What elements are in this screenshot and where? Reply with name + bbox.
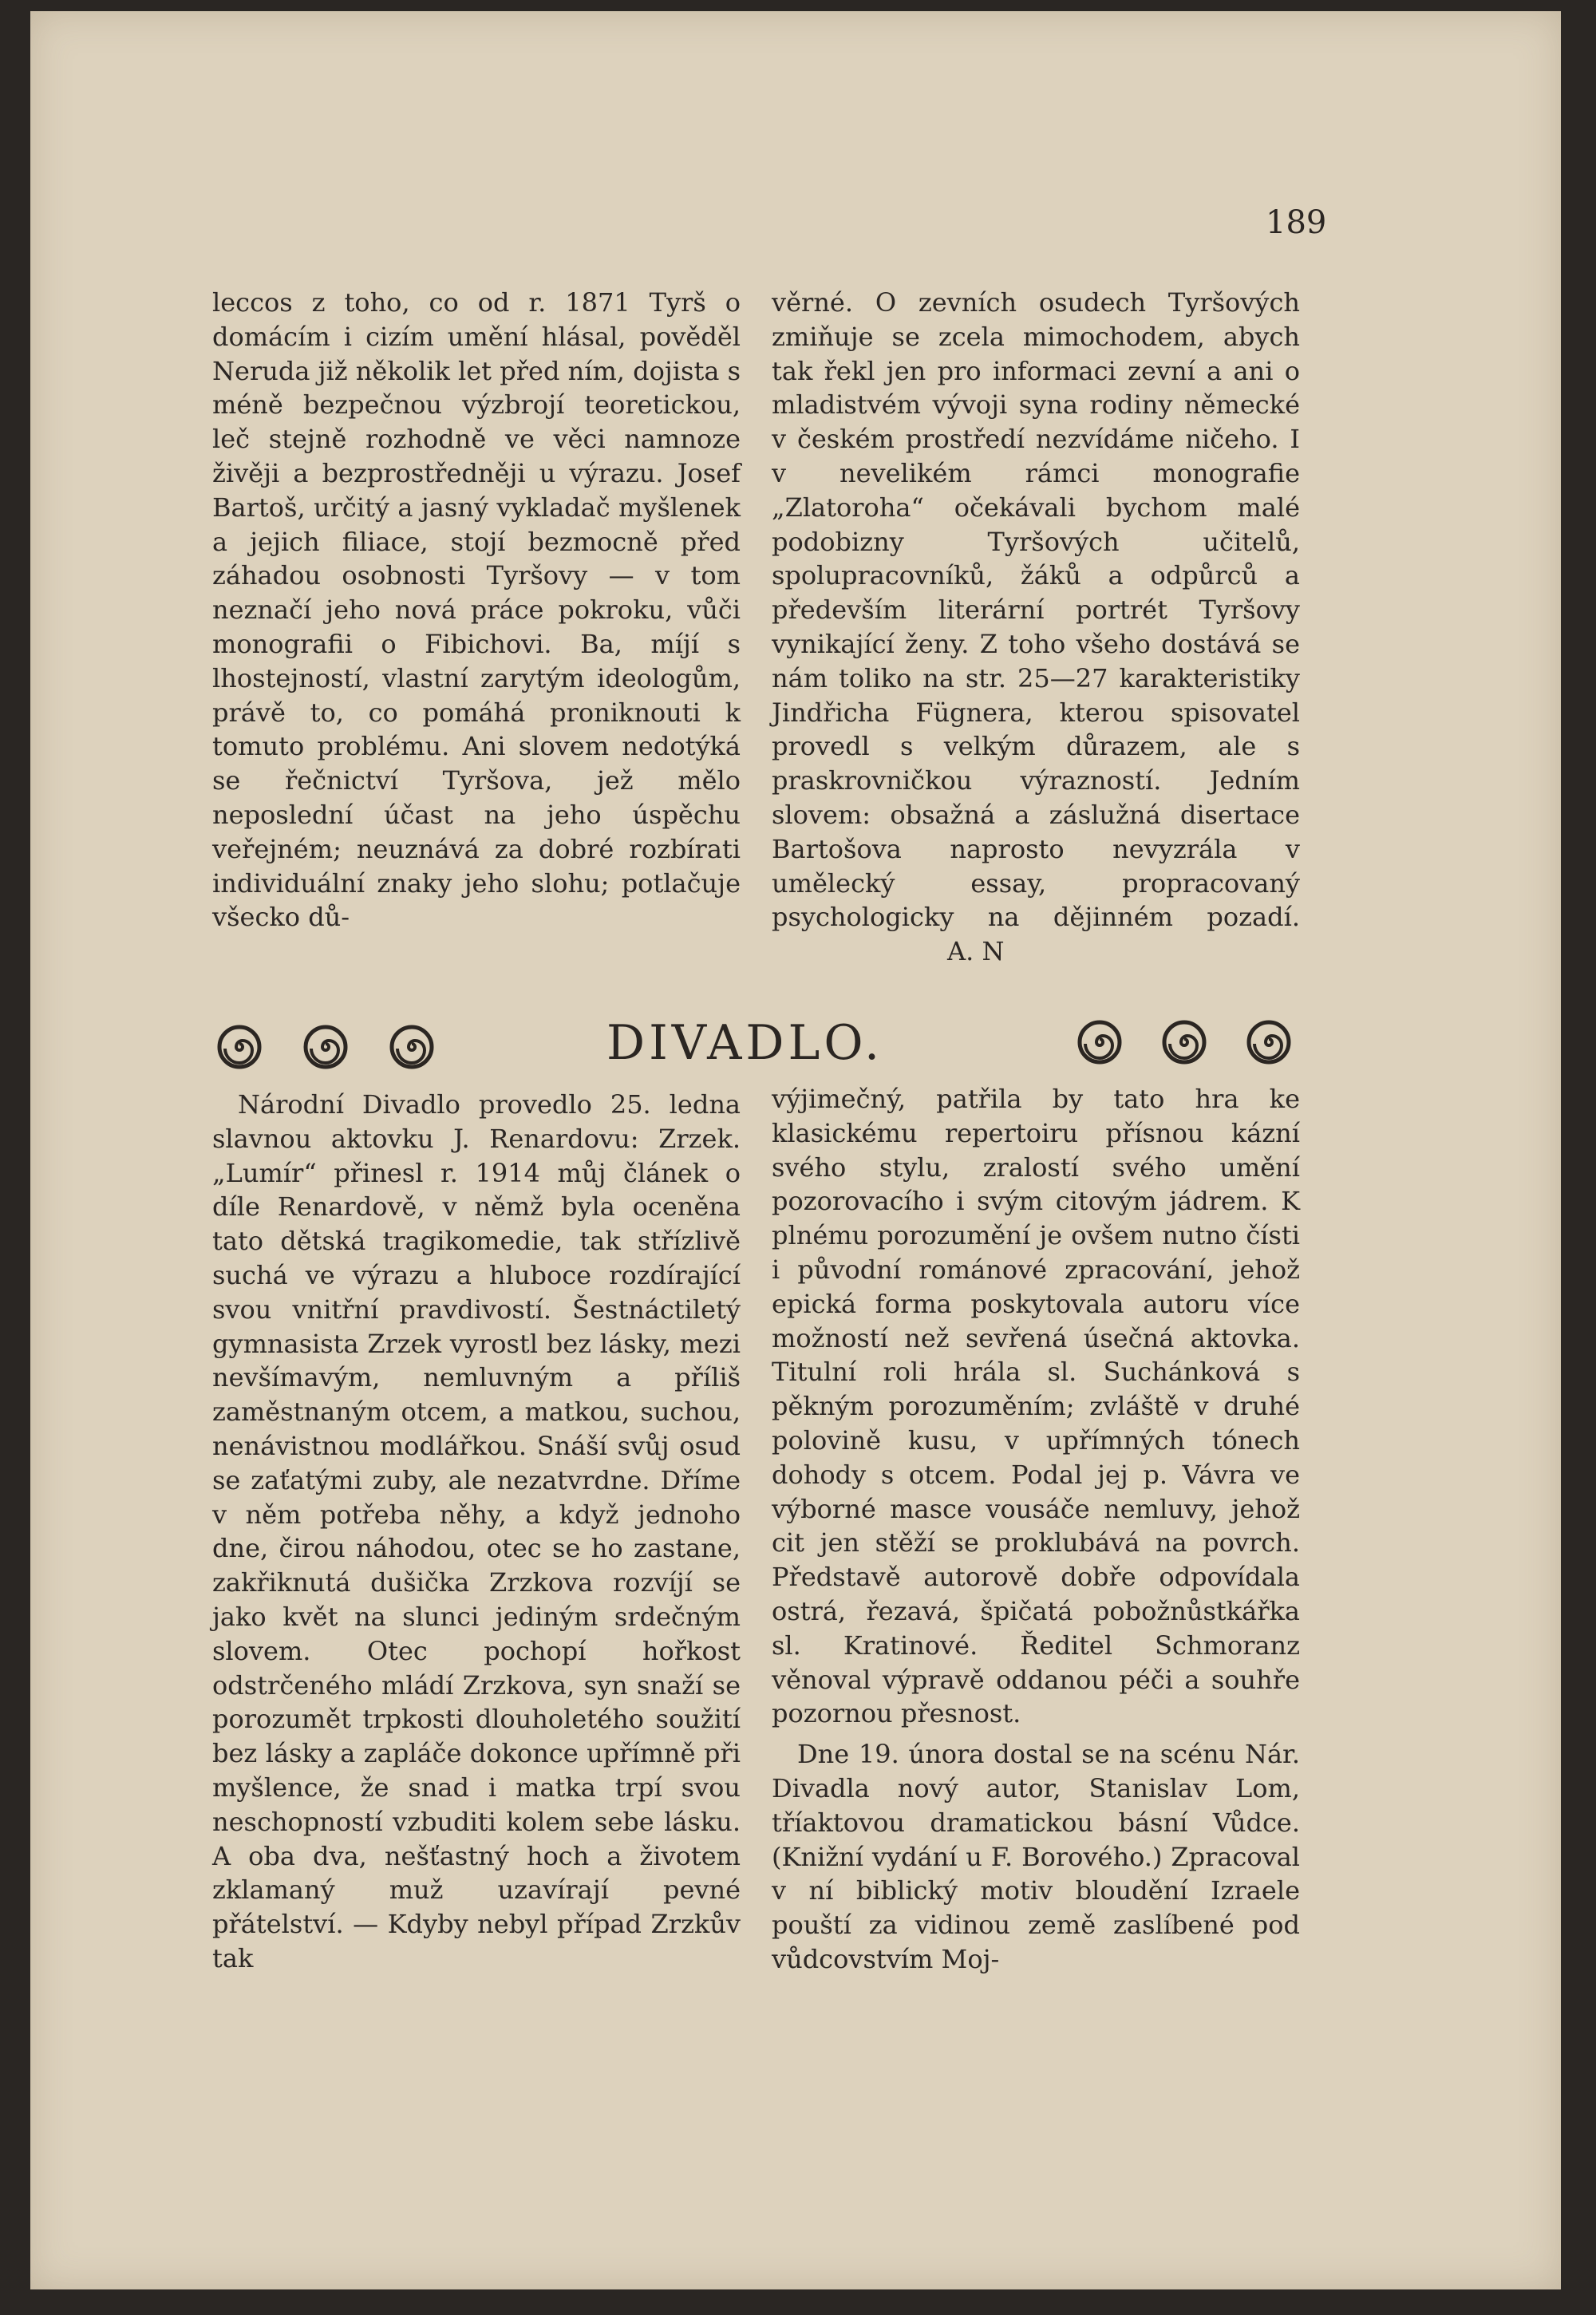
- spiral-rosette-icon: [388, 1023, 436, 1071]
- review-text-left: leccos z toho, co od r. 1871 Tyrš o domácím i cizím umění hlásal, pověděl Neruda již několik let před ním, dojista s méně bezpečnou výzbrojí teoretickou, leč stejně rozhodně ve věci namnoze živěji a bezprostředněji u výrazu. Josef Bartoš, určitý a jasný vykladač myšlenek a jejich filiace, stojí bezmocně před záhadou osobnosti Tyršovy — v tom neznačí jeho nová práce pokroku, vůči monografii o Fibichovi. Ba, míjí s lhostejností, vlastní zarytým ideologům, právě to, co pomáhá proniknouti k tomuto problému. Ani slovem nedotýká se řečnictví Tyršova, jež mělo neposlední účast na jeho úspěchu veřejném; neuznává za dobré rozbírati individuální znaky jeho slohu; potlačuje všecko dů-: [212, 287, 741, 933]
- spiral-rosette-icon: [1076, 1018, 1124, 1066]
- review-column-right: [772, 286, 1300, 969]
- spiral-rosette-icon: [1160, 1018, 1208, 1066]
- review-text-right-body: věrné. O zevních osudech Tyršových zmiňuje se zcela mimochodem, abych tak řekl jen pro informaci zevní a ani o mladistvém vývoji syna rodiny německé v českém prostředí nezvídáme ničeho. I v nevelikém rámci monografie „Zlatoroha“ očekávali bychom malé podobizny Tyršových učitelů, spolupracovníků, žáků a odpůrců a především literární portrét Tyršovy vynikající ženy. Z toho všeho dostává se nám toliko na str. 25—27 karakteristiky Jindřicha Fügnera, kterou spisovatel provedl s velkým důrazem, ale s praskrovničkou výrazností. Jedním slovem: obsažná a záslužná disertace Bartošova naprosto nevyzrála v umělecký essay, propracovaný psychologicky na dějinném pozadí.: [772, 287, 1300, 933]
- theatre-text-left: Národní Divadlo provedlo 25. ledna slavnou aktovku J. Renardovu: Zrzek. „Lumír“ přinesl r. 1914 můj článek o díle Renardově, v němž byla oceněna tato dětská tragikomedie, tak střízlivě suchá ve výrazu a hluboce rozdírající svou vnitřní pravdivostí. Šestnáctiletý gymnasista Zrzek vyrostl bez lásky, mezi nevšímavým, nemluvným a příliš zaměstnaným otcem, a matkou, suchou, nenávistnou modlářkou. Snáší svůj osud se zaťatými zuby, ale nezatvrdne. Dříme v něm potřeba něhy, a když jednoho dne, čirou náhodou, otec se ho zastane, zakřiknutá dušička Zrzkova rozvíjí se jako květ na slunci jediným srdečným slovem. Otec pochopí hořkost odstrčeného mládí Zrzkova, syn snaží se porozumět trpkosti dlouholetého soužití bez lásky a zapláče dokonce upřímně při myšlence, že snad i matka trpí svou neschopností vzbuditi kolem sebe lásku. A oba dva, nešťastný hoch a životem zklamaný muž uzavírají pevné přátelství. — Kdyby nebyl případ Zrzkův tak: [212, 1089, 741, 1973]
- book-page: [30, 11, 1561, 2289]
- theatre-column-right: [772, 1082, 1300, 1977]
- theatre-text-right-p2: Dne 19. února dostal se na scénu Nár. Divadla nový autor, Stanislav Lom, tříaktovou dramatickou básní Vůdce. (Knižní vydání u F. Borového.) Zpracoval v ní biblický motiv bloudění Izraele pouští za vidinou země zaslíbené pod vůdcovstvím Moj-: [772, 1739, 1300, 1974]
- review-signature: A. N: [947, 936, 1005, 967]
- theatre-column-left: [212, 1088, 741, 1976]
- review-text-right: [772, 286, 1300, 969]
- page-number: 189: [1266, 204, 1327, 241]
- theatre-text-right-p1: výjimečný, patřila by tato hra ke klasickému repertoiru přísnou kázní svého stylu, zralostí svého umění pozorovacího i svým citovým jádrem. K plnému porozumění je ovšem nutno čísti i původní románové zpracování, jehož epická forma poskytovala autoru více možností než sevřená úsečná aktovka. Titulní roli hrála sl. Suchánková s pěkným porozuměním; zvláště v druhé polovině kusu, v upřímných tónech dohody s otcem. Podal jej p. Vávra ve výborné masce vousáče nemluvy, jehož cit jen stěží se proklubává na povrch. Představě autorově dobře odpovídala ostrá, řezavá, špičatá pobožnůstkářka sl. Kratinové. Ředitel Schmoranz věnoval výpravě oddanou péči a souhře pozornou přesnost.: [772, 1084, 1300, 1729]
- review-column-left: [212, 286, 741, 934]
- spiral-rosette-icon: [302, 1023, 350, 1071]
- spiral-rosette-icon: [1245, 1018, 1293, 1066]
- section-title: DIVADLO.: [606, 1015, 884, 1071]
- spiral-rosette-icon: [215, 1023, 263, 1071]
